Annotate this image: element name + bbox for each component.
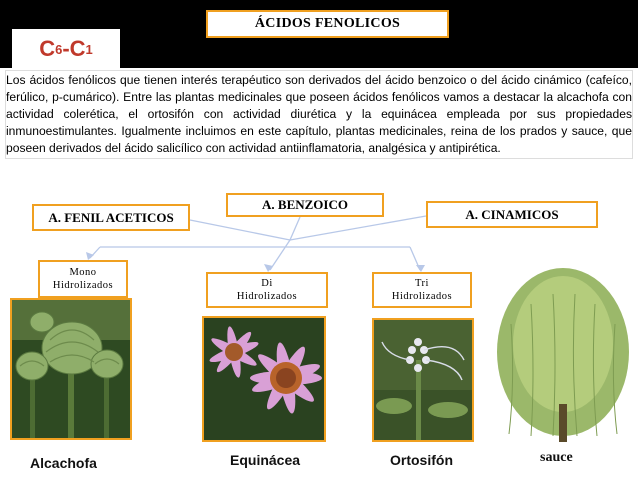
subtype-mono-line1: Mono xyxy=(69,267,97,278)
subtype-di xyxy=(206,272,328,308)
arrowhead-mono xyxy=(86,252,94,260)
line-to-fenil xyxy=(190,220,290,240)
orthosiphon-image xyxy=(374,320,472,440)
subtype-tri xyxy=(372,272,472,308)
caption-alcachofa: Alcachofa xyxy=(30,455,97,471)
subtype-mono xyxy=(38,260,128,298)
subtype-tri-line2: Hidrolizados xyxy=(391,291,453,302)
formula-sub-2: 1 xyxy=(85,41,93,57)
formula-c: C xyxy=(39,36,56,61)
artichoke-photo xyxy=(10,298,132,440)
formula-sub-1: 6 xyxy=(55,41,63,57)
line-to-di xyxy=(270,240,290,270)
willow-image xyxy=(491,264,635,442)
caption-equinacea: Equinácea xyxy=(230,452,301,468)
slide-title: ÁCIDOS FENOLICOS xyxy=(206,10,449,38)
arrowhead-tri xyxy=(416,265,425,272)
intro-paragraph: Los ácidos fenólicos que tienen interés terapéutico son derivados del ácido benzoico o del ácido cinámico (cafeíco, ferúlico, p-cumárico). Entre las plantas medicinales que poseen ácidos fenólicos vamos a destacar la alcachofa con actividad colerética, el ortosifón con actividad diurética y la equinácea empleada por sus propiedades inmunoestimulantes. Igualmente incluimos en este capítulo, plantas medicinales, reina de los prados y sauce, que poseen derivados del ácido salicílico con actividad antiinflamatoria, analgésica y antipirética. xyxy=(6,71,632,158)
subtype-di-line2: Hidrolizados xyxy=(236,291,298,302)
caption-sauce: sauce xyxy=(540,450,573,465)
category-fenil-aceticos: A. FENIL ACETICOS xyxy=(32,204,190,231)
subtype-tri-line1: Tri xyxy=(415,278,429,289)
caption-ortosifon: Ortosifón xyxy=(390,452,453,468)
subtype-di-line1: Di xyxy=(261,278,273,289)
orthosiphon-photo xyxy=(372,318,474,442)
category-benzoico: A. BENZOICO xyxy=(226,193,384,217)
subtype-mono-line2: Hidrolizados xyxy=(52,280,114,291)
line-to-benzoico xyxy=(290,217,300,240)
line-to-cinamicos xyxy=(290,216,426,240)
echinacea-image xyxy=(204,318,324,440)
willow-photo xyxy=(491,264,635,442)
echinacea-photo xyxy=(202,316,326,442)
artichoke-image xyxy=(12,300,130,438)
formula-sep: -C xyxy=(62,36,86,61)
category-cinamicos: A. CINAMICOS xyxy=(426,201,598,228)
